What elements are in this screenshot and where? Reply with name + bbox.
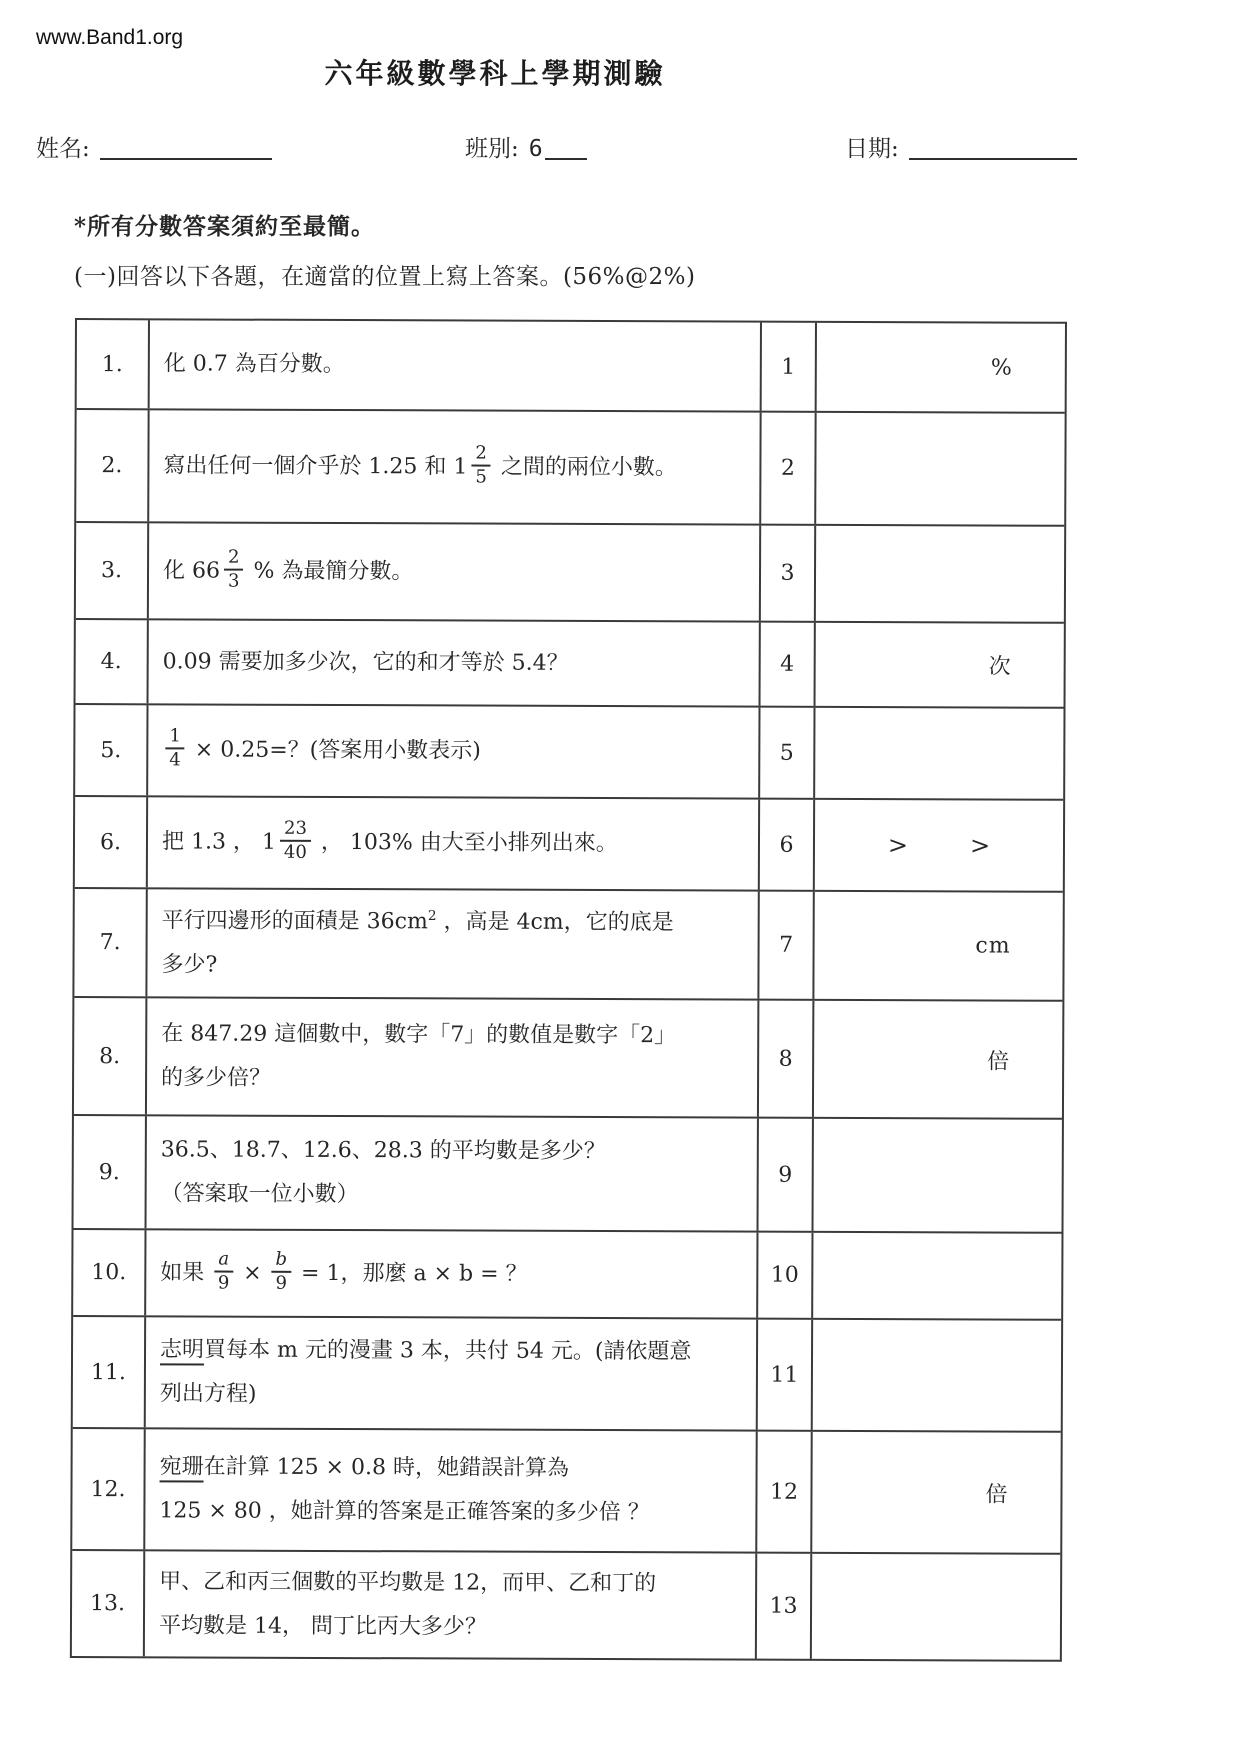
question-text-content (163, 444, 677, 490)
answer-index: 8 (759, 1001, 814, 1117)
answer-unit: 倍 (985, 1482, 1009, 1508)
question-text-segment: 的多少倍？ (161, 1065, 272, 1091)
fraction-numerator: a (214, 1249, 233, 1272)
question-row (72, 1551, 1060, 1660)
fraction-denominator: 9 (275, 1272, 288, 1294)
question-text (149, 620, 761, 705)
question-row (76, 523, 1064, 624)
fraction-denominator: 40 (283, 841, 307, 863)
fraction-denominator: 5 (475, 466, 487, 488)
question-text-segment: 平均數是 14， 問丁比丙大多少？ (158, 1612, 488, 1640)
question-text-content (161, 899, 673, 989)
question-row (74, 998, 1062, 1120)
question-text (146, 1230, 758, 1317)
instruction-note: *所有分數答案須約至最簡。 (74, 213, 376, 240)
question-text-segment: % 為最簡分數。 (246, 558, 414, 584)
mixed-number-whole: 1 (261, 829, 277, 855)
answer-index: 12 (757, 1432, 812, 1552)
question-number: 3. (76, 523, 149, 618)
question-number: 9. (74, 1116, 147, 1228)
class-value: 6 (528, 136, 543, 162)
question-text-segment: 125 × 80 ，她計算的答案是正確答案的多少倍 ？ (159, 1498, 650, 1526)
question-table (70, 318, 1067, 1662)
question-text-segment: 如果 (160, 1259, 212, 1286)
fraction (471, 443, 491, 487)
question-text-segment: 把 1.3 ， (161, 829, 263, 855)
question-text-segment: × (236, 1260, 269, 1286)
question-number: 10. (73, 1230, 146, 1315)
answer-index: 1 (762, 323, 817, 411)
question-row (77, 320, 1065, 414)
ordering-mark: > (887, 831, 909, 860)
question-text-segment: 甲、乙和丙三個數的平均數是 12，而甲、乙和丁的 (159, 1568, 657, 1596)
question-number: 4. (76, 620, 149, 703)
question-text (150, 320, 762, 410)
fraction-numerator: 2 (471, 443, 491, 466)
question-row (73, 1116, 1061, 1234)
question-text-content (163, 640, 569, 686)
question-row (73, 1230, 1061, 1321)
mixed-number-whole: 66 (191, 557, 221, 584)
answer-index: 10 (758, 1233, 813, 1318)
question-number: 7. (74, 889, 147, 996)
question-text-segment: 寫出任何一個介乎於 1.25 和 (163, 452, 454, 479)
fraction-denominator: 9 (217, 1272, 230, 1294)
answer-cell (815, 800, 1063, 891)
question-row (75, 705, 1063, 801)
answer-index: 3 (761, 526, 816, 621)
question-text-content (161, 1128, 606, 1218)
question-row (75, 797, 1063, 893)
question-number: 8. (74, 998, 147, 1114)
question-row (73, 1317, 1061, 1433)
question-text (147, 889, 759, 998)
date-blank-line (909, 135, 1077, 160)
answer-cell (813, 1233, 1061, 1319)
question-text-segment: ， 103% 由大至小排列出來。 (313, 829, 618, 857)
question-text-segment: 化 (162, 557, 193, 583)
question-row (72, 1429, 1060, 1555)
mixed-number (453, 442, 494, 489)
question-number: 2. (76, 410, 149, 521)
fraction-denominator: 4 (169, 749, 181, 771)
question-text (145, 1429, 757, 1551)
answer-cell (814, 1001, 1062, 1118)
name-label: 姓名: (36, 136, 90, 162)
answer-index: 9 (759, 1119, 814, 1231)
question-text (145, 1551, 757, 1658)
answer-unit: % (990, 355, 1013, 381)
answer-unit: cm (975, 933, 1011, 959)
question-text-content (159, 1560, 656, 1650)
question-number: 11. (73, 1317, 146, 1427)
answer-index: 13 (757, 1554, 812, 1659)
question-text-segment: 多少? (161, 951, 218, 978)
fraction-numerator: b (272, 1249, 292, 1272)
question-text-content (161, 817, 618, 866)
question-text-segment: 平行四邊形的面積是 36cm (161, 907, 428, 934)
question-number: 12. (72, 1429, 145, 1549)
question-text-content (160, 1248, 528, 1296)
question-text-segment: 列出方程) (159, 1381, 257, 1407)
question-number: 13. (72, 1551, 145, 1656)
question-text-segment: × 0.25=？(答案用小數表示) (187, 737, 481, 764)
question-text-segment: 在計算 125 × 0.8 時，她錯誤計算為 (203, 1454, 570, 1481)
question-text (146, 1317, 758, 1429)
answer-index: 5 (760, 708, 815, 798)
question-text (148, 797, 760, 889)
question-text-segment: 0.09 需要加多少次，它的和才等於 5.4？ (162, 648, 569, 676)
question-text (147, 998, 759, 1116)
question-text-segment: 化 0.7 為百分數。 (163, 351, 345, 378)
answer-cell (814, 892, 1062, 1000)
answer-index: 4 (761, 623, 816, 706)
answer-index: 11 (758, 1320, 813, 1430)
date-label: 日期: (845, 136, 899, 162)
fraction (165, 727, 185, 771)
question-text-content (159, 1445, 650, 1535)
answer-cell (813, 1320, 1061, 1431)
answer-cell (812, 1554, 1060, 1660)
answer-cell (814, 1119, 1062, 1232)
mixed-number-whole: 1 (453, 453, 468, 480)
question-text-content (164, 342, 345, 387)
question-text (148, 705, 760, 797)
date-field (845, 130, 1077, 163)
question-row (76, 410, 1064, 527)
question-text-content (162, 725, 481, 773)
fraction (214, 1249, 233, 1293)
question-text-segment: 買每本 m 元的漫畫 3 本，共付 54 元。(請依題意 (204, 1337, 692, 1365)
fraction (280, 819, 311, 863)
fraction (224, 547, 244, 591)
question-text-segment: （答案取一位小數） (160, 1181, 359, 1208)
mixed-number (191, 546, 247, 593)
question-text (149, 410, 761, 523)
answer-cell (815, 708, 1063, 799)
mixed-number (261, 817, 314, 865)
fraction-numerator: 2 (224, 547, 244, 570)
answer-cell (812, 1432, 1060, 1553)
answer-unit: 次 (988, 654, 1012, 680)
answer-cell (816, 413, 1064, 525)
ordering-mark: > (969, 831, 991, 860)
fraction-numerator: 1 (165, 727, 185, 750)
underlined-name: 志明 (160, 1337, 204, 1365)
answer-cell (817, 323, 1065, 412)
name-blank-line (100, 135, 272, 160)
question-number: 1. (77, 320, 150, 408)
question-text-segment: ，高是 4cm，它的底是 (436, 908, 674, 935)
class-field (465, 130, 587, 163)
question-text-segment: 36.5、18.7、12.6、28.3 的平均數是多少？ (160, 1137, 606, 1165)
site-watermark: www.Band1.org (36, 26, 184, 49)
answer-unit: 倍 (987, 1049, 1011, 1075)
class-label: 班別: (465, 136, 519, 162)
question-row (74, 889, 1062, 1002)
answer-cell (816, 526, 1064, 622)
name-field (36, 130, 272, 163)
question-number: 6. (75, 797, 148, 887)
question-text-segment: 在 847.29 這個數中，數字「7」的數值是數字「2」 (161, 1021, 677, 1049)
question-text-segment: = 1，那麼 a × b = ？ (294, 1260, 528, 1287)
underlined-name: 宛珊 (160, 1454, 204, 1482)
question-text-segment: 之間的兩位小數。 (493, 454, 677, 480)
page-title: 六年級數學科上學期測驗 (324, 57, 666, 90)
question-text-content (162, 546, 414, 594)
question-number: 5. (75, 705, 148, 795)
fraction (271, 1249, 291, 1293)
class-blank-line (545, 135, 587, 160)
answer-index: 7 (759, 892, 814, 999)
section-header: (一)回答以下各題，在適當的位置上寫上答案。(56%@2%) (74, 264, 696, 290)
fraction-denominator: 3 (227, 570, 240, 592)
answer-index: 2 (761, 413, 816, 524)
answer-cell (816, 623, 1064, 707)
superscript: 2 (427, 907, 437, 924)
fraction-numerator: 23 (280, 819, 311, 842)
question-row (76, 620, 1064, 709)
answer-index: 6 (760, 800, 815, 890)
question-text (147, 1116, 759, 1230)
question-text-content (161, 1012, 676, 1102)
question-text (149, 523, 761, 620)
question-text-content (160, 1328, 692, 1418)
